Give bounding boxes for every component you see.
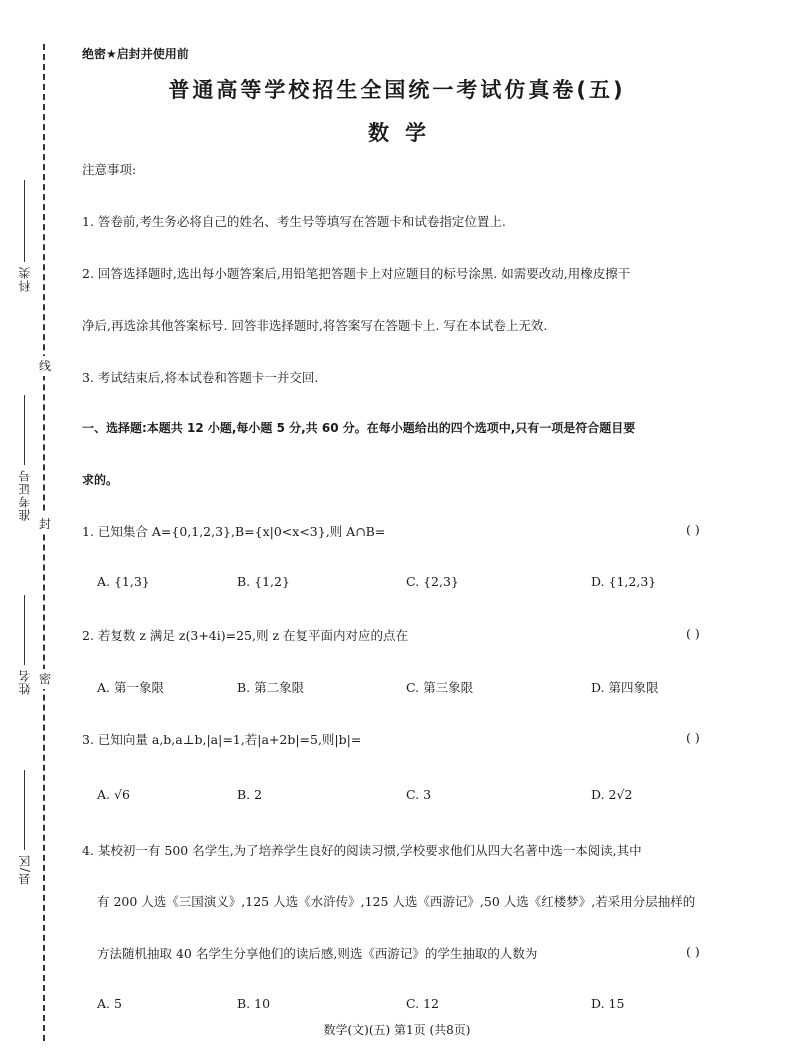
question-4-option-b: B. 10: [237, 996, 271, 1011]
confidential-mark: 绝密★启封并使用前: [82, 47, 189, 61]
margin-field-district: [14, 770, 34, 889]
question-1-stem: 1. 已知集合 A={0,1,2,3},B={x|0<x<3},则 A∩B=: [82, 524, 386, 539]
notice-item-1: 1. 答卷前,考生务必将自己的姓名、考生号等填写在答题卡和试卷指定位置上.: [82, 214, 506, 229]
margin-label-subject: 科类: [17, 266, 32, 292]
question-4-option-a: A. 5: [97, 996, 122, 1011]
question-1-option-a: A. {1,3}: [97, 574, 150, 589]
question-3-option-c: C. 3: [406, 787, 432, 802]
question-1-answer-blank: ( ): [686, 522, 700, 537]
notice-item-3: 3. 考试结束后,将本试卷和答题卡一并交回.: [82, 370, 319, 385]
cut-word-line: 线: [38, 356, 52, 376]
question-3-answer-blank: ( ): [686, 730, 700, 745]
question-1-option-b: B. {1,2}: [237, 574, 290, 589]
question-4-stem-line-2: 有 200 人选《三国演义》,125 人选《水浒传》,125 人选《西游记》,50 人选《红楼梦》,若采用分层抽样的: [97, 894, 696, 909]
notice-item-2-line-1: 2. 回答选择题时,选出每小题答案后,用铅笔把答题卡上对应题目的标号涂黑. 如需要改动,用橡皮擦干: [82, 266, 631, 281]
question-3-stem: 3. 已知向量 a,b,a⊥b,|a|=1,若|a+2b|=5,则|b|=: [82, 732, 362, 747]
subject-title: 数学: [368, 121, 442, 145]
notice-item-2-line-2: 净后,再选涂其他答案标号. 回答非选择题时,将答案写在答题卡上. 写在本试卷上无效.: [82, 318, 548, 333]
question-3-option-b: B. 2: [237, 787, 263, 802]
section-heading-line-1: 一、选择题:本题共 12 小题,每小题 5 分,共 60 分。在每小题给出的四个选项中,只有一项是符合题目要: [82, 421, 636, 435]
question-2-option-c: C. 第三象限: [406, 680, 474, 695]
question-2-option-a: A. 第一象限: [97, 680, 164, 695]
question-3-option-d: D. 2√2: [591, 787, 633, 802]
margin-label-exam-number: 准考证号: [17, 469, 32, 521]
exam-title: 普通高等学校招生全国统一考试仿真卷(五): [168, 78, 626, 102]
question-4-option-c: C. 12: [406, 996, 439, 1011]
question-1-option-d: D. {1,2,3}: [591, 574, 657, 589]
question-2-answer-blank: ( ): [686, 626, 700, 641]
notice-heading: 注意事项:: [82, 162, 137, 177]
margin-label-district: 县/区: [17, 854, 32, 886]
cut-word-secret: 密: [38, 669, 52, 689]
margin-field-name: [14, 595, 34, 699]
section-heading-line-2: 求的。: [82, 473, 119, 487]
question-3-option-a: A. √6: [97, 787, 130, 802]
question-2-option-b: B. 第二象限: [237, 680, 305, 695]
question-4-stem-line-3: 方法随机抽取 40 名学生分享他们的读后感,则选《西游记》的学生抽取的人数为: [97, 946, 538, 961]
question-4-stem-line-1: 4. 某校初一有 500 名学生,为了培养学生良好的阅读习惯,学校要求他们从四大名著中选一本阅读,其中: [82, 843, 642, 858]
question-1-option-c: C. {2,3}: [406, 574, 459, 589]
question-2-option-d: D. 第四象限: [591, 680, 659, 695]
margin-field-subject: [14, 180, 34, 296]
margin-label-name: 姓名: [17, 669, 32, 695]
page-footer: 数学(文)(五) 第1页 (共8页): [323, 1023, 471, 1037]
cut-word-seal: 封: [38, 514, 52, 534]
question-4-answer-blank: ( ): [686, 944, 700, 959]
margin-field-exam-number: [14, 395, 34, 525]
question-2-stem: 2. 若复数 z 满足 z(3+4i)=25,则 z 在复平面内对应的点在: [82, 628, 409, 643]
question-4-option-d: D. 15: [591, 996, 625, 1011]
binding-dashed-line: [43, 44, 45, 1041]
